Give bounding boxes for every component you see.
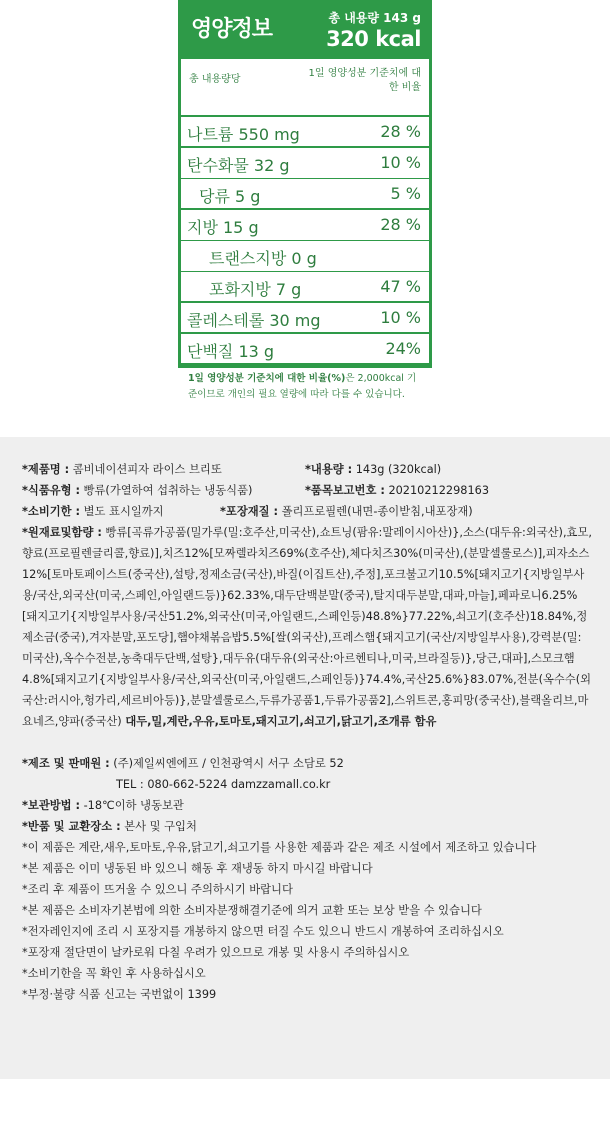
maker-value: (주)제일씨엔에프 / 인천광역시 서구 소담로 52	[113, 757, 344, 770]
maker-label: *제조 및 판매원 :	[22, 757, 110, 770]
report-number: 20210212298163	[388, 484, 490, 497]
nutrient-row-fat	[181, 210, 429, 241]
food-type-label: *식품유형 :	[22, 484, 81, 497]
nutrient-row-sugar	[181, 179, 429, 210]
nutrient-percent: 47 %	[380, 277, 421, 296]
return-value: 본사 및 구입처	[124, 820, 197, 833]
product-name-label: *제품명 :	[22, 463, 70, 476]
ingredients-label: *원재료및함량 :	[22, 526, 102, 539]
nutrient-row-sodium	[181, 117, 429, 148]
nutrient-percent: 28 %	[380, 122, 421, 141]
total-weight: 총 내용량 143 g	[328, 11, 421, 25]
nutrient-label: 포화지방 7 g	[209, 280, 302, 299]
storage-label: *보관방법 :	[22, 799, 81, 812]
return-row	[22, 816, 592, 837]
daily-value-label: 1일 영양성분 기준치에 대한 비율	[308, 68, 421, 93]
footnote-bold: 1일 영양성분 기준치에 대한 비율(%)	[188, 373, 346, 384]
notice-item: *본 제품은 소비자기본법에 의한 소비자분쟁해결기준에 의거 교환 또는 보상 받을 수 있습니다	[22, 904, 482, 917]
product-name: 콤비네이션피자 라이스 브리또	[72, 463, 222, 476]
nutrient-row-trans-fat	[181, 241, 429, 272]
nutrient-row-protein	[181, 334, 429, 365]
nutrient-label: 탄수화물 32 g	[187, 156, 290, 175]
storage-row	[22, 795, 592, 816]
notice-item: *전자레인지에 조리 시 포장지를 개봉하지 않으면 터질 수도 있으니 반드시 개봉하여 조리하십시오	[22, 925, 504, 938]
packaging-value: 폴리프로필렌(내면-종이받침,내포장재)	[281, 505, 473, 518]
contact-row: TEL : 080-662-5224 damzzamall.co.kr	[116, 778, 331, 791]
product-info-box	[0, 437, 610, 1079]
per-total-label: 총 내용량당	[189, 74, 241, 85]
expiry-value: 별도 표시일까지	[83, 505, 164, 518]
nutrition-subheader	[181, 59, 429, 117]
notice-item: *이 제품은 계란,새우,토마토,우유,닭고기,쇠고기를 사용한 제품과 같은 제조 시설에서 제조하고 있습니다	[22, 841, 537, 854]
notice-item: *포장재 절단면이 날카로워 다칠 우려가 있으므로 개봉 및 사용시 주의하십시오	[22, 946, 410, 959]
storage-value: -18℃이하 냉동보관	[83, 799, 184, 812]
notice-item: *부정·불량 식품 신고는 국번없이 1399	[22, 988, 217, 1001]
nutrient-percent: 5 %	[390, 184, 421, 203]
nutrition-footnote	[181, 365, 429, 403]
calories: 320 kcal	[326, 27, 421, 51]
info-row-type-report	[22, 480, 592, 501]
return-label: *반품 및 교환장소 :	[22, 820, 121, 833]
nutrition-header	[181, 3, 429, 59]
nutrient-percent: 24%	[385, 339, 421, 358]
expiry-label: *소비기한 :	[22, 505, 81, 518]
nutrient-row-saturated-fat	[181, 272, 429, 303]
nutrient-row-cholesterol	[181, 303, 429, 334]
nutrient-label: 당류 5 g	[199, 187, 261, 206]
notice-item: *본 제품은 이미 냉동된 바 있으니 해동 후 재냉동 하지 마시길 바랍니다	[22, 862, 373, 875]
notice-item: *조리 후 제품이 뜨거울 수 있으니 주의하시기 바랍니다	[22, 883, 293, 896]
report-number-label: *품목보고번호 :	[305, 484, 385, 497]
nutrition-title: 영양정보	[191, 17, 273, 42]
notice-item: *소비기한을 꼭 확인 후 사용하십시오	[22, 967, 206, 980]
nutrient-label: 트랜스지방 0 g	[209, 249, 317, 268]
ingredients-paragraph	[22, 522, 592, 732]
nutrient-row-carbohydrate	[181, 148, 429, 179]
nutrient-percent: 10 %	[380, 308, 421, 327]
maker-row	[22, 753, 592, 774]
allergen-statement: 대두,밀,계란,우유,토마토,돼지고기,쇠고기,닭고기,조개류 함유	[125, 715, 437, 728]
volume-value: 143g (320kcal)	[355, 463, 442, 476]
product-info-content	[22, 459, 592, 1005]
nutrient-percent: 10 %	[380, 153, 421, 172]
nutrient-label: 콜레스테롤 30 mg	[187, 311, 321, 330]
footnote-text: 은 2,000kcal 기준이므로 개인의 필요 열량에 따라 다를 수 있습니다.	[188, 373, 417, 400]
nutrient-label: 단백질 13 g	[187, 342, 275, 361]
volume-label: *내용량 :	[305, 463, 353, 476]
nutrient-percent: 28 %	[380, 215, 421, 234]
info-row-name-volume	[22, 459, 592, 480]
nutrient-label: 지방 15 g	[187, 218, 259, 237]
food-type: 빵류(가열하여 섭취하는 냉동식품)	[83, 484, 253, 497]
info-row-expiry-packaging	[22, 501, 592, 522]
nutrition-facts-panel	[178, 0, 432, 400]
packaging-label: *포장재질 :	[220, 505, 279, 518]
ingredients-text: 빵류[곡류가공품(밀가루(밀:호주산,미국산),쇼트닝(팜유:말레이시아산)},소스(대두유:외국산),효모,향료(프로필렌글리콜,향료)],치즈12%[모짜렐라치즈69%(호주산),체다치즈30%(미국산),(분말셀룰로스)],피자소스12%[토마토페이스트(중국산),설탕,정제소금(국산),바질(이집트산),주정],포크불고기10.5%[돼지고기{지방일부사용/국산,외국산(미국,스페인,아일랜드등)}62.33%,대두단백분말(중국),탈지대두분말,대파,마늘],페파로니6.25%[돼지고기{지방일부사용/국산51.2%,외국산(미국,아일랜드,스페인등)48.8%}77.22%,쇠고기(호주산)18.84%,정제소금(중국),겨자분말,포도당],햄야채볶음밥5.5%[쌀(외국산),프레스햄{돼지고기(국산/지방일부사용),강력분(밀:미국산),옥수수전분,농축대두단백,설탕},대두유(대두유(외국산:아르헨티나,미국,브라질등)},당근,대파],스모크햄4.8%[돼지고기{지방일부사용/국산,외국산(미국,아일랜드,스페인등)}74.4%,국산25.6%}83.07%,전분(옥수수(외국산:러시아,헝가리,세르비아등)},분말셀룰로스,두류가공품1,두류가공품2],스위트콘,홍피망(중국산),블랙올리브,마요네즈,양파(중국산)	[22, 526, 592, 728]
nutrient-label: 나트륨 550 mg	[187, 125, 300, 144]
